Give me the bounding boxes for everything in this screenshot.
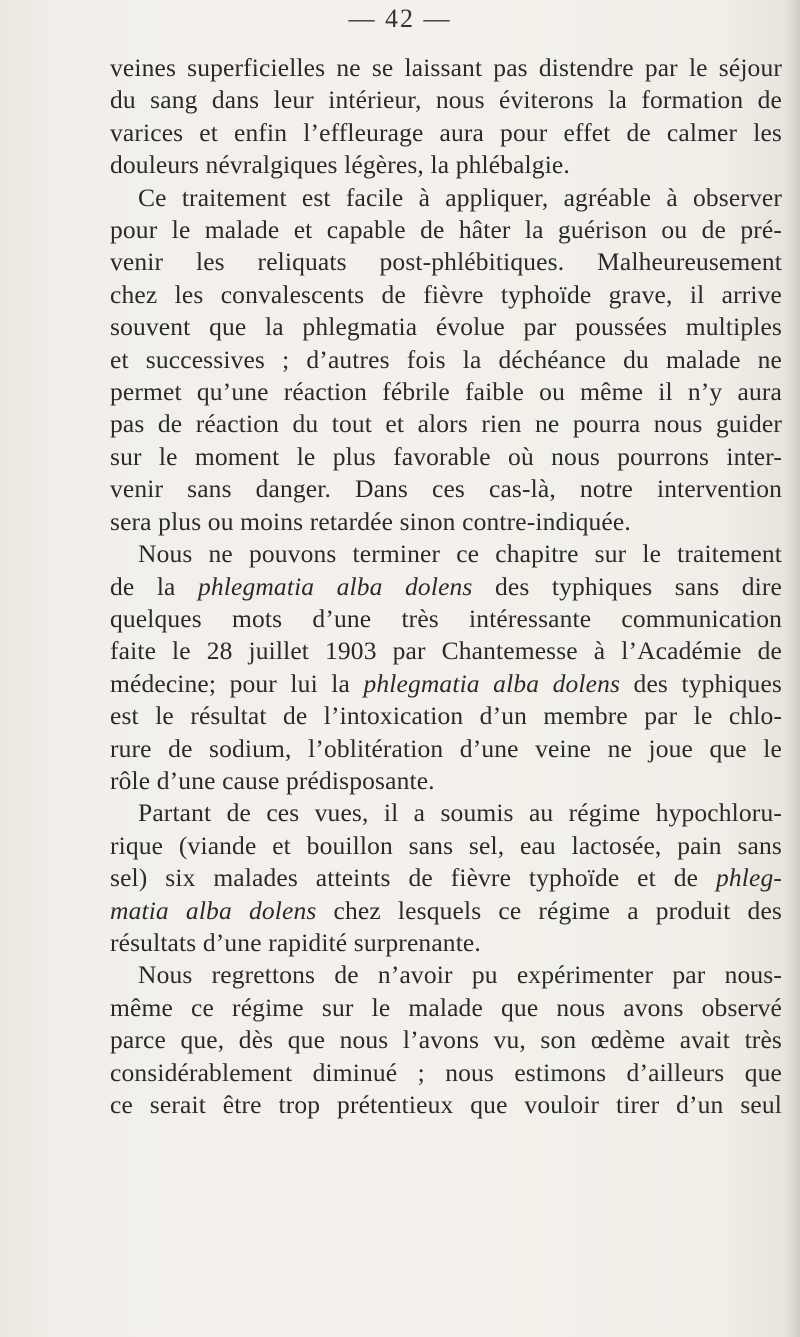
text-line: pour le malade et capable de hâter la guérison ou de pré- bbox=[110, 215, 782, 245]
page-edge-shadow bbox=[786, 0, 800, 1337]
page-number: — 42 — bbox=[348, 4, 452, 33]
paragraph-first-line: Ce traitement est facile à appliquer, agréable à observer bbox=[138, 182, 782, 212]
text-line: quelques mots d’une très intéressante communication bbox=[110, 603, 782, 633]
text-line: varices et enfin l’effleurage aura pour effet de calmer les bbox=[110, 117, 782, 147]
text-line: pas de réaction du tout et alors rien ne pourra nous guider bbox=[110, 409, 782, 439]
text-line: même ce régime sur le malade que nous avons observé bbox=[110, 992, 782, 1022]
paragraph-first-line: Nous regrettons de n’avoir pu expérimenter par nous- bbox=[138, 960, 782, 990]
text-line: matia alba dolens chez lesquels ce régime a produit des bbox=[110, 895, 782, 925]
text-line: est le résultat de l’intoxication d’un membre par le chlo- bbox=[110, 701, 782, 731]
text-line: faite le 28 juillet 1903 par Chantemesse à l’Académie de bbox=[110, 636, 782, 666]
text-line: sel) six malades atteints de fièvre typhoïde et de phleg- bbox=[110, 863, 782, 893]
text-line: considérablement diminué ; nous estimons d’ailleurs que bbox=[110, 1057, 782, 1087]
text-line: venir sans danger. Dans ces cas-là, notre intervention bbox=[110, 474, 782, 504]
text-line: rure de sodium, l’oblitération d’une veine ne joue que le bbox=[110, 733, 782, 763]
paragraph-first-line: Nous ne pouvons terminer ce chapitre sur le traitement bbox=[138, 539, 782, 569]
body-text bbox=[110, 52, 782, 1121]
paragraph-end-line: résultats d’une rapidité surprenante. bbox=[110, 927, 481, 957]
text-line: permet qu’une réaction fébrile faible ou même il n’y aura bbox=[110, 377, 782, 407]
text-line: de la phlegmatia alba dolens des typhiques sans dire bbox=[110, 571, 783, 601]
text-line: et successives ; d’autres fois la déchéance du malade ne bbox=[110, 344, 782, 374]
text-line: venir les reliquats post-phlébitiques. Malheureusement bbox=[110, 247, 782, 277]
text-line: chez les convalescents de fièvre typhoïde grave, il arrive bbox=[110, 279, 782, 309]
text-line: médecine; pour lui la phlegmatia alba dolens des typhiques bbox=[110, 668, 782, 698]
text-line: parce que, dès que nous l’avons vu, son œdème avait très bbox=[110, 1025, 782, 1055]
text-line: ce serait être trop prétentieux que vouloir tirer d’un seul bbox=[110, 1090, 782, 1119]
paragraph-end-line: sera plus ou moins retardée sinon contre-indiquée. bbox=[110, 506, 631, 536]
text-line: rique (viande et bouillon sans sel, eau lactosée, pain sans bbox=[110, 830, 782, 860]
text-line: souvent que la phlegmatia évolue par poussées multiples bbox=[110, 312, 782, 342]
text-line: sur le moment le plus favorable où nous pourrons inter- bbox=[110, 441, 782, 471]
paragraph-end-line: douleurs névralgiques légères, la phlébalgie. bbox=[110, 150, 570, 180]
paragraph-end-line: rôle d’une cause prédisposante. bbox=[110, 765, 435, 795]
text-line: du sang dans leur intérieur, nous éviterons la formation de bbox=[110, 85, 782, 115]
paragraph-first-line: Partant de ces vues, il a soumis au régime hypochloru- bbox=[138, 798, 782, 828]
text-line: veines superficielles ne se laissant pas distendre par le séjour bbox=[110, 53, 782, 82]
